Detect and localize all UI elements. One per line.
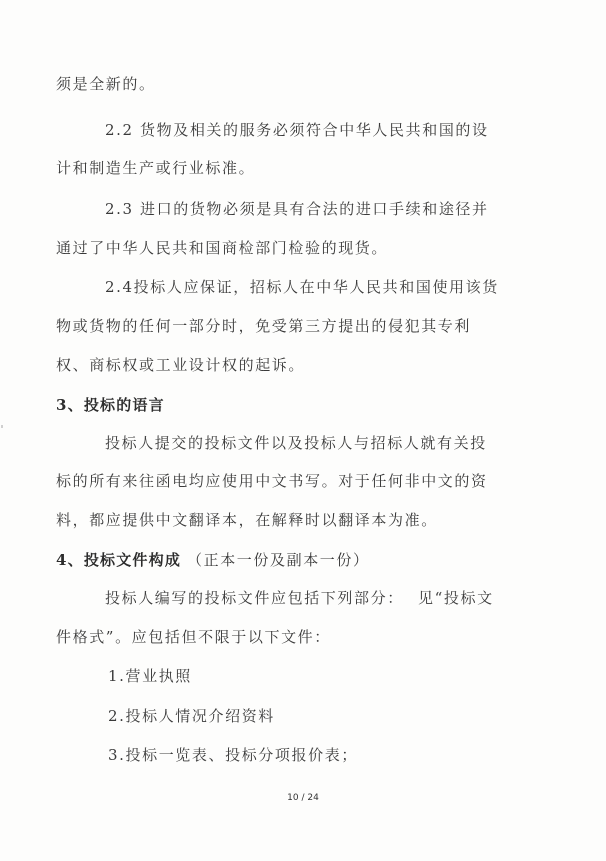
section-heading-language: 3、投标的语言 xyxy=(56,396,165,414)
documents-para-line-1-end: 见“投标文 xyxy=(418,589,494,607)
section-heading-documents: 4、投标文件构成 xyxy=(56,551,182,569)
clause-2-2-line-2: 计和制造生产或行业标准。 xyxy=(56,159,256,177)
clause-2-3-line-1: 2.3 进口的货物必须是具有合法的进口手续和途径并 xyxy=(105,200,489,218)
clause-2-4-line-1: 2.4投标人应保证，招标人在中华人民共和国使用该货 xyxy=(105,278,499,296)
list-item-3: 3.投标一览表、投标分项报价表； xyxy=(108,746,358,764)
page-number: 10 / 24 xyxy=(287,793,319,803)
language-para-line-2: 标的所有来往函电均应使用中文书写。对于任何非中文的资 xyxy=(56,472,488,490)
text-line: 须是全新的。 xyxy=(56,75,156,93)
list-item-1: 1.营业执照 xyxy=(108,667,192,685)
clause-2-3-line-2: 通过了中华人民共和国商检部门检验的现货。 xyxy=(56,239,389,257)
documents-para-line-1: 投标人编写的投标文件应包括下列部分： xyxy=(105,589,404,607)
clause-2-4-line-2: 物或货物的任何一部分时，免受第三方提出的侵犯其专利 xyxy=(56,317,472,335)
language-para-line-1: 投标人提交的投标文件以及投标人与招标人就有关投 xyxy=(105,434,487,452)
section-heading-note: （正本一份及副本一份） xyxy=(187,551,370,569)
clause-2-4-line-3: 权、商标权或工业设计权的起诉。 xyxy=(56,356,306,374)
list-item-2: 2.投标人情况介绍资料 xyxy=(108,707,275,725)
scan-speck xyxy=(1,425,3,428)
clause-2-2-line-1: 2.2 货物及相关的服务必须符合中华人民共和国的设 xyxy=(105,121,489,139)
language-para-line-3: 料，都应提供中文翻译本，在解释时以翻译本为准。 xyxy=(56,511,438,529)
documents-para-line-2: 件格式”。应包括但不限于以下文件： xyxy=(56,628,331,646)
